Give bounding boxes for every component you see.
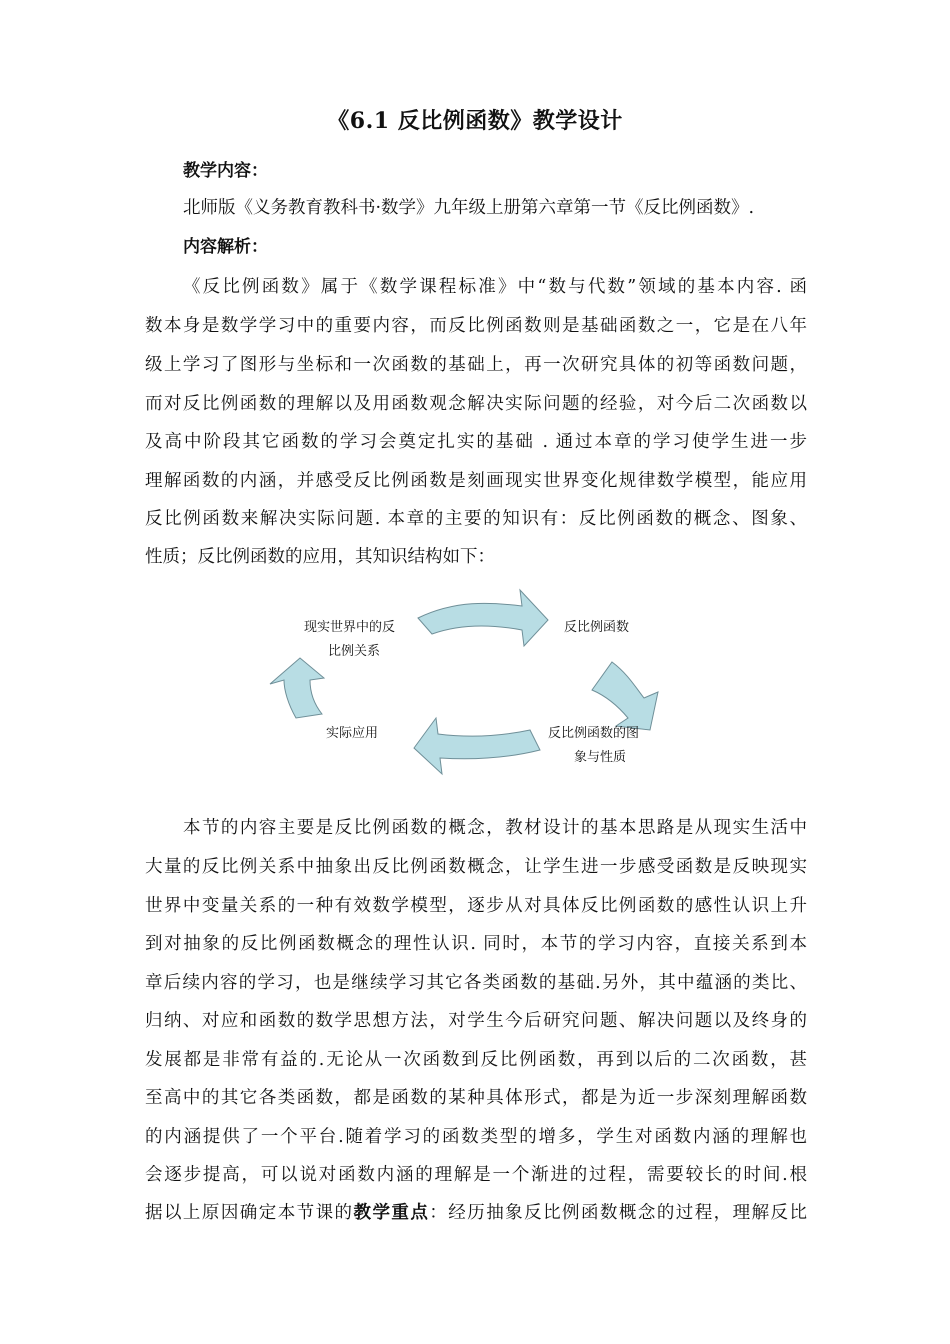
content-text: 北师版《义务教育教科书·数学》九年级上册第六章第一节《反比例函数》.	[183, 198, 755, 218]
arrow-left-bottom	[414, 718, 540, 774]
paragraph-2-line: 至高中的其它各类函数，都是函数的某种具体形式，都是为近一步深刻理解函数	[145, 1088, 807, 1108]
teaching-focus-label: 教学重点	[353, 1203, 430, 1223]
paragraph-1-line: 《反比例函数》属于《数学课程标准》中“数与代数”领域的基本内容. 函	[183, 277, 807, 297]
paragraph-1-line: 理解函数的内涵，并感受反比例函数是刻画现实世界变化规律数学模型，能应用	[145, 471, 807, 491]
paragraph-2-line: 世界中变量关系的一种有效数学模型，逐步从对具体反比例函数的感性认识上升	[145, 896, 807, 916]
paragraph-1-line: 数本身是数学学习中的重要内容，而反比例函数则是基础函数之一，它是在八年	[145, 316, 807, 336]
node-graph-properties-line2: 象与性质	[574, 750, 627, 765]
paragraph-2-line: 本节的内容主要是反比例函数的概念，教材设计的基本思路是从现实生活中	[183, 818, 807, 838]
paragraph-1-line: 及高中阶段其它函数的学习会奠定扎实的基础 . 通过本章的学习使学生进一步	[145, 432, 807, 452]
arrow-down-right	[592, 662, 658, 730]
node-application: 实际应用	[326, 726, 379, 741]
paragraph-1-line: 级上学习了图形与坐标和一次函数的基础上，再一次研究具体的初等函数问题，	[145, 355, 807, 375]
document-title: 《6.1 反比例函数》教学设计	[327, 108, 623, 134]
node-inverse-function: 反比例函数	[564, 620, 630, 635]
paragraph-2-last-line	[145, 1199, 807, 1224]
last-line-before: 据以上原因确定本节课的	[145, 1203, 354, 1223]
paragraph-1-line: 性质；反比例函数的应用，其知识结构如下：	[145, 547, 495, 567]
analysis-heading: 内容解析：	[183, 237, 268, 257]
cycle-arrows	[240, 580, 700, 800]
paragraph-2-line: 归纳、对应和函数的数学思想方法，对学生今后研究问题、解决问题以及终身的	[145, 1011, 807, 1031]
paragraph-2-line: 大量的反比例关系中抽象出反比例函数概念，让学生进一步感受函数是反映现实	[145, 857, 807, 877]
paragraph-1-line: 而对反比例函数的理解以及用函数观念解决实际问题的经验，对今后二次函数以	[145, 394, 807, 414]
paragraph-2-line: 到对抽象的反比例函数概念的理性认识. 同时，本节的学习内容，直接关系到本	[145, 934, 807, 954]
paragraph-1-line: 反比例函数来解决实际问题. 本章的主要的知识有：反比例函数的概念、图象、	[145, 509, 807, 529]
paragraph-2-line: 会逐步提高，可以说对函数内涵的理解是一个渐进的过程，需要较长的时间.根	[145, 1165, 807, 1185]
last-line-after: ：经历抽象反比例函数概念的过程，理解反比	[429, 1203, 808, 1223]
paragraph-2-line: 章后续内容的学习，也是继续学习其它各类函数的基础.另外，其中蕴涵的类比、	[145, 973, 807, 993]
node-real-world-line2: 比例关系	[328, 644, 381, 659]
node-real-world-line1: 现实世界中的反	[304, 620, 396, 635]
arrow-up-left	[270, 658, 324, 718]
paragraph-2-line: 的内涵提供了一个平台.随着学习的函数类型的增多，学生对函数内涵的理解也	[145, 1127, 807, 1147]
knowledge-structure-diagram	[240, 580, 700, 800]
arrow-right-top	[418, 590, 548, 646]
paragraph-2-line: 发展都是非常有益的.无论从一次函数到反比例函数，再到以后的二次函数，甚	[145, 1050, 807, 1070]
content-heading: 教学内容：	[183, 161, 268, 181]
node-graph-properties-line1: 反比例函数的图	[548, 726, 640, 741]
